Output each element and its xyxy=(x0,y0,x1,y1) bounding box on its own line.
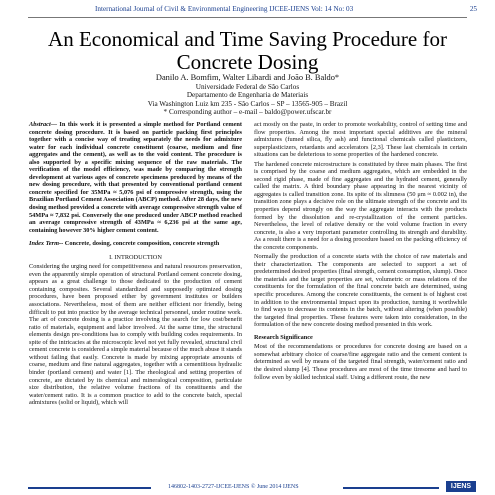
author-names: Danilo A. Bomfim, Walter Libardi and João B. Baldo* xyxy=(155,73,340,82)
author-block xyxy=(0,73,495,117)
footer-rule-left xyxy=(28,487,151,489)
affiliation-address: Via Washington Luiz km 235 - São Carlos – SP – 13565-905 – Brazil xyxy=(147,99,348,108)
body-paragraph-3: Normally the production of a concrete starts with the choice of raw materials and their characterization. The components are selected to support a set of predetermined desired properties (final strength, cement consumption, slump). Once the materials and the target properties are set, volumetric or mass relations of the constituents for the formulation of the final concrete batch are determined, using specific procedures. Among the concrete constituents, the cement is of highest cost in addition to the environmental impact upon its production, turning it worthwhile to find ways to decrease its contents in the batch, without altering (when possible) the targeted final properties. These features were taken into consideration, in the formulation of the new concrete dosing method presented in this work. xyxy=(254,253,467,329)
right-column xyxy=(254,121,467,383)
index-terms-lead: Index Term-- xyxy=(29,240,64,248)
abstract-text: In this work it is presented a simple method for Portland cement concrete dosing procedure. It is based on particle packing first principles together with a concise way of treating separately the needs for admixture water for each individual concrete constituent (coarse, medium and fine aggregates and the cement), as well as to the void content. The procedure is also supported by a specific mixing sequence of the raw materials. The verification of the model efficiency, was made by comparing the strength development at various ages of concrete specimens produced by means of the new dosing procedure, with that presented by conventional portland cement concrete specified for 35MPa ≈ 5,076 psi of compressive strength, using the Brazilian Portland Cement Association (ABCP) method. After 28 days, the new dosing method provided a concrete with average compressive strength value of 54MPa ≈ 7,832 psi. Conversely the one produced under ABCP method reached an average compressive strength of 43MPa ≈ 6,236 psi at the same age, containing however 30% higher cement content. xyxy=(29,121,242,234)
introduction-paragraph: Considering the urging need for competitiveness and natural resources preservation, even the apparently simple operation of structural Portland cement concrete dosing, appears as a great challenge to those dedicated to the production of cement containing composites. Several standardized and supposedly optimized dosing procedures, have been proposed either by government institutes or builders associations. Nevertheless, most of them are neither efficient nor friendly, being difficult to put into practice by the average technical personnel, under routine work. The art of concrete dosing is a practice involving the search for low cost/benefit ratio of materials, equipment and labor involved. At the same time, the structural elements design pre-conditions has to comply with building codes requirements. In spite of the intricacies at the microscopic level not yet fully revealed, structural civil cement concrete is considered a simple material because of the much abuse it stands without failing that easily. Concrete is made by mixing appropriate amounts of coarse, medium and fine natural aggregates, together with a cementitious hydraulic binder (portland cement) and water [1]. The rheological and setting properties of concrete, are dictated by its chemical and mineralogical composition, particulate size distribution, the relative volume fractions of its constituents and the water/cement ratio. It is a common practice to add to the concrete batch, special admixtures (solid or liquid), which will xyxy=(29,263,242,407)
footer-rule-right xyxy=(343,487,439,489)
section-heading-research-significance: Research Significance xyxy=(254,333,313,341)
ijens-logo: IJENS xyxy=(446,481,476,492)
research-paragraph: Most of the recommendations or procedures for concrete dosing are based on a somewhat arbitrary choice of coarse/fine aggregate ratio and the cement content is determined as well by means of the targeted final strength, water/cement ratio and the desired slump [4]. These procedures are most of the time tiresome and hard to follow even by skilled technical staff. Using a different route, the new xyxy=(254,343,467,381)
journal-name: International Journal of Civil & Environmental Engineering IJCEE-IJENS Vol: 14 No: 03 xyxy=(95,5,354,13)
paper-title: An Economical and Time Saving Procedure for Concrete Dosing xyxy=(48,27,447,74)
left-column xyxy=(29,121,242,409)
footer-issn: 146802-1403-2727-IJCEE-IJENS © June 2014 IJENS xyxy=(168,484,299,490)
affiliation-department: Departamento de Engenharia de Materiais xyxy=(186,91,309,100)
abstract-lead: Abstract— xyxy=(29,121,57,128)
running-header xyxy=(0,4,495,16)
body-paragraph-2: The hardened concrete microstructure is constituted by three main phases. The first is comprised by the coarse and medium aggregates, which are embedded in the second rigid phase, made of fine aggregates and the hydrated cement, generally called the matrix. A third boundary phase appearing in the nearest vicinity of aggregates is called transition zone. Its spite of its slimness (50 μm ≈ 0.002 in), the transition zone plays a decisive role on the ultimate strength of the concrete and its properties depend strongly on the way the aggregate interacts with the products formed by the dissolution and re-crystallization of the cement particles. Nevertheless, the level of relative density or the void volume fraction in every concrete, is also a very important parameter controlling its strength and durability. As a result there is a need for a dosing procedure based on the packing efficiency of the concrete components. xyxy=(254,160,467,251)
affiliation-university: Universidade Federal de São Carlos xyxy=(195,83,300,91)
section-heading-introduction: I. INTRODUCTION xyxy=(109,253,162,261)
index-terms-text: Concrete, dosing, concrete composition, concrete strength xyxy=(63,240,220,248)
page-number: 25 xyxy=(469,5,477,13)
index-terms xyxy=(29,240,242,248)
body-paragraph-1: act mostly on the paste, in order to promote workability, control of setting time and flow properties. Among the most important special additives are the mineral admixtures (fumed silica, fly ash) and functional chemicals called plasticizers, superplasticizers, retardants and accelerators [2,3]. These last chemicals in certain situations can be deleterious to some properties of the hardened concrete. xyxy=(254,121,467,159)
corresponding-author: * Corresponding author – e-mail – baldo@power.ufscar.br xyxy=(163,108,332,117)
abstract xyxy=(29,121,242,234)
page-footer xyxy=(0,479,495,493)
header-rule xyxy=(28,17,467,18)
